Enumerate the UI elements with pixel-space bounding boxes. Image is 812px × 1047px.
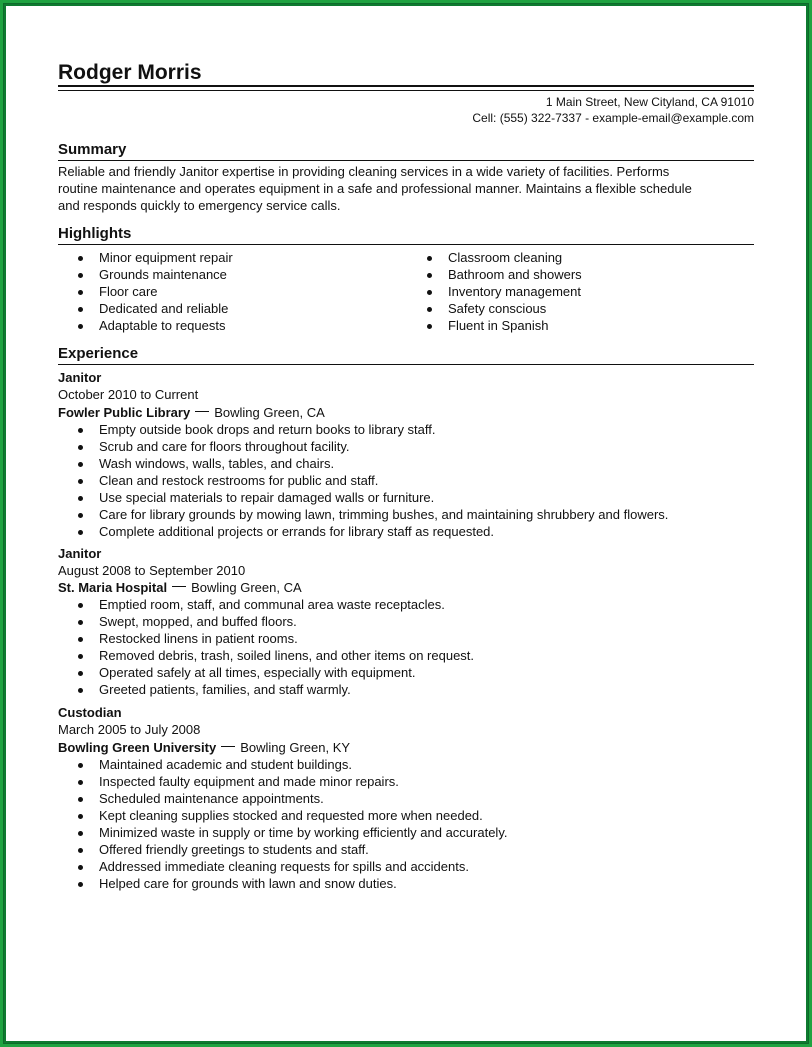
job-title: Janitor	[58, 370, 102, 385]
duty-item: Restocked linens in patient rooms.	[58, 630, 474, 647]
summary-line: routine maintenance and operates equipment in a safe and professional manner. Maintains a flexible schedule	[58, 181, 692, 196]
job-org-line	[58, 579, 302, 596]
duty-item: Helped care for grounds with lawn and snow duties.	[58, 875, 507, 892]
job-title: Custodian	[58, 705, 122, 720]
highlight-item: Inventory management	[407, 283, 582, 300]
dash-separator	[195, 411, 209, 412]
address-line: 1 Main Street, New Cityland, CA 91010	[545, 95, 754, 109]
header-rule-thick	[58, 85, 754, 87]
summary-rule	[58, 160, 754, 161]
duty-item: Addressed immediate cleaning requests for spills and accidents.	[58, 858, 507, 875]
duty-item: Use special materials to repair damaged walls or furniture.	[58, 489, 668, 506]
experience-rule	[58, 364, 754, 365]
duty-item: Removed debris, trash, soiled linens, and other items on request.	[58, 647, 474, 664]
contact-block	[472, 94, 754, 126]
duty-item: Maintained academic and student buildings.	[58, 756, 507, 773]
highlight-item: Adaptable to requests	[58, 317, 233, 334]
highlights-heading: Highlights	[58, 225, 132, 242]
summary-heading: Summary	[58, 141, 127, 158]
highlights-rule	[58, 244, 754, 245]
job-dates: October 2010 to Current	[58, 387, 199, 402]
job-duties-list	[58, 596, 474, 698]
resume-page	[6, 6, 806, 1041]
dash-separator	[221, 746, 235, 747]
job-title: Janitor	[58, 546, 102, 561]
highlight-item: Safety conscious	[407, 300, 582, 317]
job-duties-list	[58, 756, 507, 892]
duty-item: Complete additional projects or errands for library staff as requested.	[58, 523, 668, 540]
summary-line: and responds quickly to emergency service calls.	[58, 198, 341, 213]
job-dates: March 2005 to July 2008	[58, 722, 201, 737]
highlight-item: Minor equipment repair	[58, 249, 233, 266]
job-org: Fowler Public Library	[58, 405, 191, 420]
summary-text	[58, 163, 754, 214]
candidate-name: Rodger Morris	[58, 61, 202, 84]
highlights-right-list	[407, 249, 582, 334]
duty-item: Wash windows, walls, tables, and chairs.	[58, 455, 668, 472]
job-org-line	[58, 404, 325, 421]
job-duties-list	[58, 421, 668, 540]
highlight-item: Classroom cleaning	[407, 249, 582, 266]
duty-item: Emptied room, staff, and communal area waste receptacles.	[58, 596, 474, 613]
highlight-item: Grounds maintenance	[58, 266, 233, 283]
highlight-item: Floor care	[58, 283, 233, 300]
highlight-item: Fluent in Spanish	[407, 317, 582, 334]
duty-item: Empty outside book drops and return books to library staff.	[58, 421, 668, 438]
dash-separator	[172, 586, 186, 587]
job-location: Bowling Green, CA	[191, 580, 302, 595]
job-location: Bowling Green, CA	[214, 405, 325, 420]
duty-item: Care for library grounds by mowing lawn, trimming bushes, and maintaining shrubbery and flowers.	[58, 506, 668, 523]
job-location: Bowling Green, KY	[240, 740, 351, 755]
contact-line: Cell: (555) 322-7337 - example-email@example.com	[472, 111, 754, 125]
experience-heading: Experience	[58, 345, 139, 362]
header-rule-thin	[58, 90, 754, 91]
job-org-line	[58, 739, 350, 756]
duty-item: Clean and restock restrooms for public and staff.	[58, 472, 668, 489]
highlight-item: Bathroom and showers	[407, 266, 582, 283]
duty-item: Offered friendly greetings to students and staff.	[58, 841, 507, 858]
duty-item: Kept cleaning supplies stocked and requested more when needed.	[58, 807, 507, 824]
job-org: St. Maria Hospital	[58, 580, 168, 595]
job-org: Bowling Green University	[58, 740, 217, 755]
duty-item: Greeted patients, families, and staff warmly.	[58, 681, 474, 698]
highlight-item: Dedicated and reliable	[58, 300, 233, 317]
job-dates: August 2008 to September 2010	[58, 563, 246, 578]
duty-item: Scheduled maintenance appointments.	[58, 790, 507, 807]
highlights-left-list	[58, 249, 233, 334]
duty-item: Swept, mopped, and buffed floors.	[58, 613, 474, 630]
duty-item: Minimized waste in supply or time by working efficiently and accurately.	[58, 824, 507, 841]
summary-line: Reliable and friendly Janitor expertise in providing cleaning services in a wide variety of facilities. Performs	[58, 164, 670, 179]
duty-item: Operated safely at all times, especially with equipment.	[58, 664, 474, 681]
duty-item: Inspected faulty equipment and made minor repairs.	[58, 773, 507, 790]
duty-item: Scrub and care for floors throughout facility.	[58, 438, 668, 455]
